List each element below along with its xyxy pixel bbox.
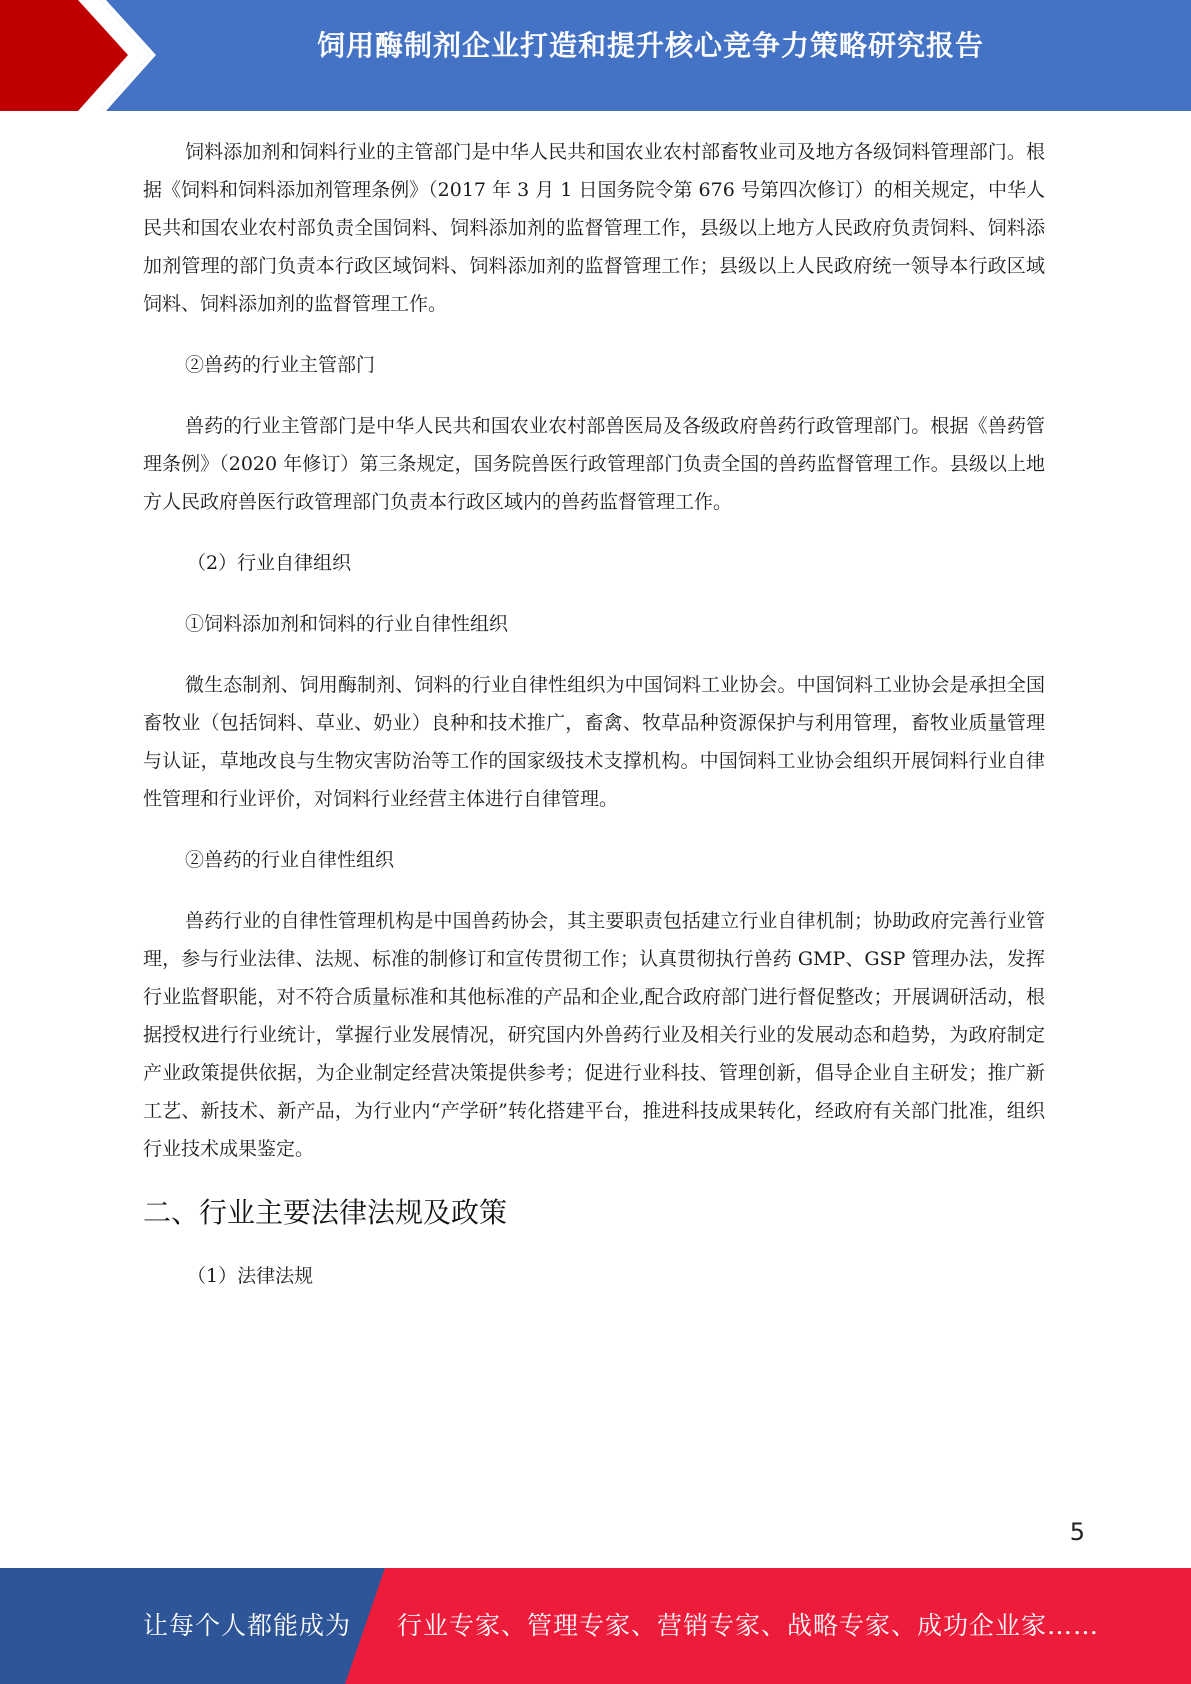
document-title: 饲用酶制剂企业打造和提升核心竞争力策略研究报告 (316, 29, 984, 62)
section-heading-laws-policies: 二、行业主要法律法规及政策 (143, 1196, 508, 1229)
paragraph-feed-authority: 饲料添加剂和饲料行业的主管部门是中华人民共和国农业农村部畜牧业司及地方各级饲料管理部门。根据《饲料和饲料添加剂管理条例》（2017 年 3 月 1 日国务院令第 676 号第四次修订）的相关规定，中华人民共和国农业农村部负责全国饲料、饲料添加剂的监督管理工作，县级以上地方人民政府负责饲料、饲料添加剂管理的部门负责本行政区域饲料、饲料添加剂的监督管理工作；县级以上人民政府统一领导本行政区域饲料、饲料添加剂的监督管理工作。 (143, 141, 1045, 315)
subheading-laws-regulations: （1）法律法规 (187, 1265, 314, 1287)
subheading-self-regulatory-orgs: （2）行业自律组织 (187, 552, 352, 574)
paragraph-vet-drug-association: 兽药行业的自律性管理机构是中国兽药协会，其主要职责包括建立行业自律机制；协助政府完善行业管理，参与行业法律、法规、标准的制修订和宣传贯彻工作；认真贯彻执行兽药 GMP、GSP 管理办法，发挥行业监督职能，对不符合质量标准和其他标准的产品和企业,配合政府部门进行督促整改；开展调研活动，根据授权进行行业统计，掌握行业发展情况，研究国内外兽药行业及相关行业的发展动态和趋势，为政府制定产业政策提供依据，为企业制定经营决策提供参考；促进行业科技、管理创新，倡导企业自主研发；推广新工艺、新技术、新产品，为行业内“产学研”转化搭建平台，推进科技成果转化，经政府有关部门批准，组织行业技术成果鉴定。 (143, 910, 1045, 1160)
page-number: 5 (1069, 1518, 1085, 1546)
page-header (0, 0, 1191, 111)
paragraph-feed-industry-association: 微生态制剂、饲用酶制剂、饲料的行业自律性组织为中国饲料工业协会。中国饲料工业协会是承担全国畜牧业（包括饲料、草业、奶业）良种和技术推广，畜禽、牧草品种资源保护与利用管理，畜牧业质量管理与认证，草地改良与生物灾害防治等工作的国家级技术支撑机构。中国饲料工业协会组织开展饲料行业自律性管理和行业评价，对饲料行业经营主体进行自律管理。 (143, 674, 1045, 810)
footer-slogan-left: 让每个人都能成为 (143, 1611, 352, 1640)
subheading-vet-drug-self-regulatory: ②兽药的行业自律性组织 (185, 849, 395, 871)
subheading-vet-drug-authority: ②兽药的行业主管部门 (185, 354, 376, 376)
paragraph-vet-drug-authority: 兽药的行业主管部门是中华人民共和国农业农村部兽医局及各级政府兽药行政管理部门。根据《兽药管理条例》（2020 年修订）第三条规定，国务院兽医行政管理部门负责全国的兽药监督管理工作。县级以上地方人民政府兽医行政管理部门负责本行政区域内的兽药监督管理工作。 (143, 415, 1045, 513)
footer-slogan-right: 行业专家、管理专家、营销专家、战略专家、成功企业家…… (397, 1611, 1100, 1640)
page-footer (0, 1568, 1191, 1684)
page-body (143, 133, 1045, 1318)
subheading-feed-self-regulatory: ①饲料添加剂和饲料的行业自律性组织 (185, 613, 509, 635)
